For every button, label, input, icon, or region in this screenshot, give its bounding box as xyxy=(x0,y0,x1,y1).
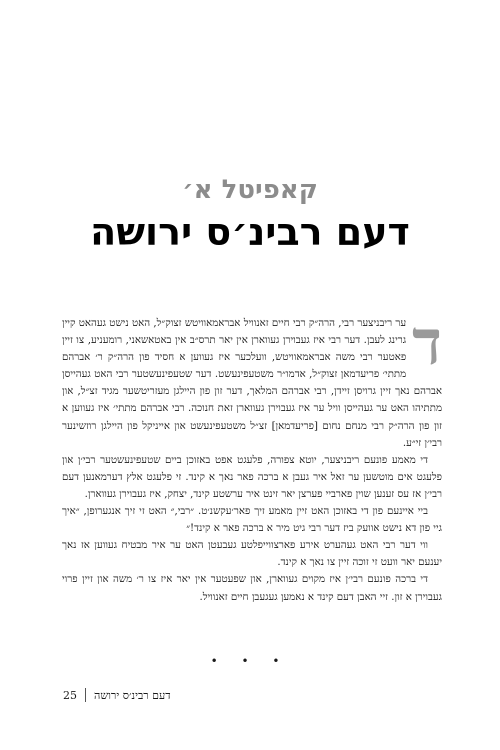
paragraph: די מאמע פונעם ריבניצער, יוטא צפורה, פלעגט אפט באזוכן ביים שטעפינעשטער רבי׳ן און פלעגט אים מוטשען ער זאל איר געבן א ברכה פאר נאך א קינד. זי פלעגט אלץ דערמאנען דעם רבי׳ן אז עס זענען שוין פארביי פערצן יאר זינט איר ערשטע קינד, יצחק, איז געבוירן געווארן. xyxy=(62,454,442,500)
paragraph: ביי איינעם פון די באזוכן האט זיין מאמע זיך פאר׳עקשנ׳ט. ״רבי,״ האט זי זיך אנגערופן, ״איך גיי פון דא נישט אוועק ביז דער רבי גיט מיר א ברכה פאר א קינד!״ xyxy=(62,506,442,535)
body-text xyxy=(62,306,442,606)
paragraph: די ברכה פונעם רבי׳ן איז מקוים געווארן, און שפעטער אין יאר איז צו ר׳ משה און זיין פרוי געבוירן א זון. זיי האבן דעם קינד א נאמען געגעבן חיים זאנוויל. xyxy=(62,574,442,603)
paragraph: ווי דער רבי האט געהערט אירע פארצווייפלטע געבעטן האט ער איר מבטיח געווען אז נאך יענעם יאר וועט זי זוכה זיין צו נאך א קינד. xyxy=(62,540,442,569)
footer-separator xyxy=(85,688,86,702)
paragraph: ער ריבניצער רבי, הרה״ק רבי חיים זאנוויל אבראמאוויטש זצוק״ל, האט נישט געהאט קיין גרינג לעבן. דער רבי איז געבוירן געווארן אין יאר תרס״ב אין באטאשאני, רומעניע, צו זיין פאטער רבי משה אבראמאוויטש, וועלכער איז געווען א חסיד פון הרה״ק ר׳ אברהם מתתי׳ פריעדמאן זצוק״ל, אדמו״ר משטעפינעשט. דער שטעפינעשטער רבי האט געהייסן אברהם נאך זיין גרויסן זיידן, רבי אברהם המלאך, דער זון פון היילגן מעזריטשער מגיד זצ״ל, און מתתיהו האט ער געהייסן וויל ער איז געבוירן געווארן זאת חנוכה. רבי אברהם מתתי׳ איז געווען א זון פון הרה״ק רבי מנחם נחום [פריעדמאן] זצ״ל משטעפינעשט און אייניקל פון היילגן רוזשינער רבי׳ן זי״ע. xyxy=(62,318,442,449)
chapter-label: קאפיטל א׳ xyxy=(182,175,318,205)
drop-cap-letter: ד xyxy=(412,306,442,379)
section-divider: • • • xyxy=(210,654,290,668)
running-title: דעם רבינ׳ס ירושה xyxy=(94,688,171,702)
chapter-title: דעם רבינ׳ס ירושה xyxy=(90,210,410,254)
footer-left xyxy=(63,688,171,702)
page-number: 25 xyxy=(63,688,77,702)
page-footer xyxy=(63,688,437,702)
